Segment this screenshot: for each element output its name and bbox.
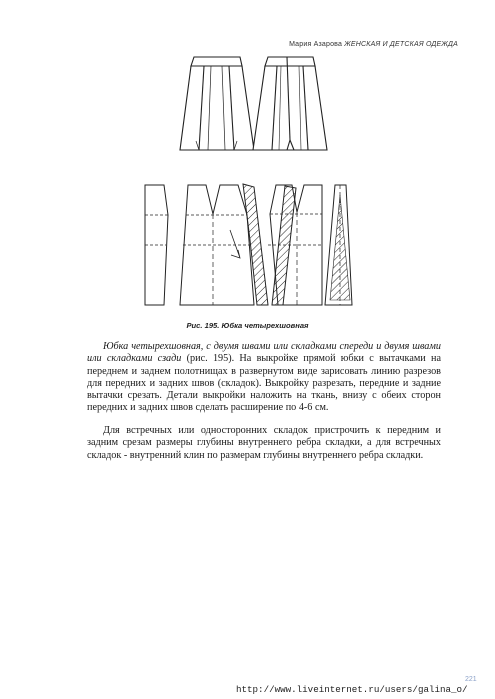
figure-caption: Рис. 195. Юбка четырехшовная [186, 321, 309, 330]
watermark-url[interactable]: http://www.liveinternet.ru/users/galina_o/ [236, 684, 468, 695]
paragraph-2-body: Для встречных или односторонних складок пристрочить к передним и задним срезам размеры глубины внутреннего ребра складки, а для встречных складок - внутренний клин по размерам глубины внутреннего ребра складки. [87, 425, 441, 461]
header-author: Мария Азарова [289, 41, 343, 48]
paragraph-1-lead: Юбка четырехшовная, с двумя швами или складками спереди и двумя швами или складками сзади [87, 341, 441, 365]
header-book-title: ЖЕНСКАЯ И ДЕТСКАЯ ОДЕЖДА [344, 41, 458, 48]
paragraph-1-body: (рис. 195). На выкройке прямой юбки с вытачками на переднем и заднем полотнищах в развернутом виде зарисовать линию разрезов для передних и задних швов (складок). Выкройку разрезать, передние и задние вытачки срезать. Детали выкройки наложить на ткань, внизу с обеих сторон передних и задних швов сделать расширение по 4-6 см. [87, 353, 441, 414]
back-view-skirt [253, 57, 327, 150]
paragraph-2 [87, 425, 441, 462]
side-panel-pattern [325, 185, 352, 305]
front-view-skirt [180, 57, 254, 150]
paragraph-1 [87, 341, 441, 415]
back-side-panel [272, 186, 296, 305]
front-side-panel [243, 184, 268, 305]
front-pattern [145, 185, 254, 305]
page-number: 221 [465, 676, 477, 683]
